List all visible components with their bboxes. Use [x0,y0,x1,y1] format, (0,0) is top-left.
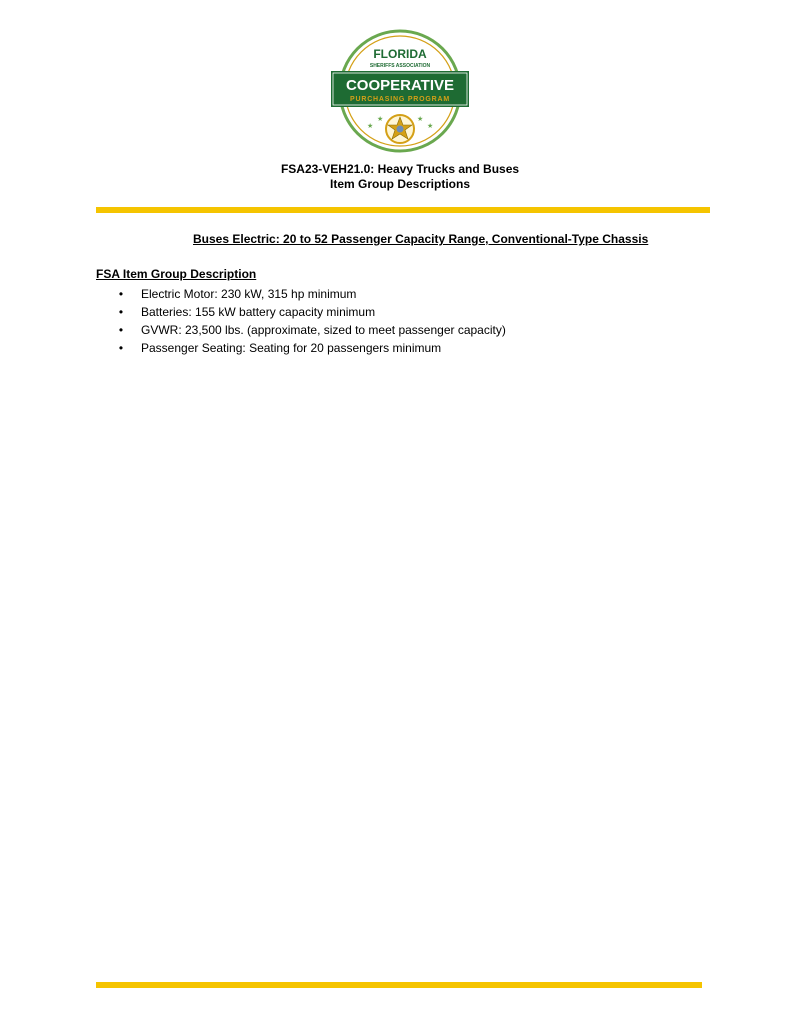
item-group-list [96,285,506,357]
list-item-text: GVWR: 23,500 lbs. (approximate, sized to meet passenger capacity) [141,323,506,337]
item-group-heading: FSA Item Group Description [96,267,257,281]
top-divider-rule [96,207,710,213]
list-item [96,321,506,339]
section-title: Buses Electric: 20 to 52 Passenger Capacity Range, Conventional-Type Chassis [193,232,649,246]
fsa-cooperative-logo [331,28,469,154]
bullet-icon: • [118,323,124,337]
document-header [0,162,800,192]
bullet-icon: • [118,287,124,301]
list-item-text: Batteries: 155 kW battery capacity minimum [141,305,376,319]
logo-line-cooperative: COOPERATIVE [345,77,455,94]
list-item [96,339,506,357]
list-item-text: Electric Motor: 230 kW, 315 hp minimum [141,287,357,301]
list-item [96,303,506,321]
document-subtitle: Item Group Descriptions [329,177,471,191]
star-icon: ★ [417,116,424,123]
logo-line-sheriffs: SHERIFFS ASSOCIATION [369,63,431,69]
bullet-icon: • [118,305,124,319]
list-item-text: Passenger Seating: Seating for 20 passengers minimum [141,341,442,355]
list-item [96,285,506,303]
bullet-icon: • [118,341,124,355]
document-title: FSA23-VEH21.0: Heavy Trucks and Buses [280,162,520,176]
logo-line-purchasing: PURCHASING PROGRAM [350,96,450,103]
logo-line-florida: FLORIDA [373,47,427,61]
bottom-divider-rule [96,982,702,988]
star-icon: ★ [367,123,374,130]
star-icon: ★ [377,116,384,123]
star-icon: ★ [427,123,434,130]
